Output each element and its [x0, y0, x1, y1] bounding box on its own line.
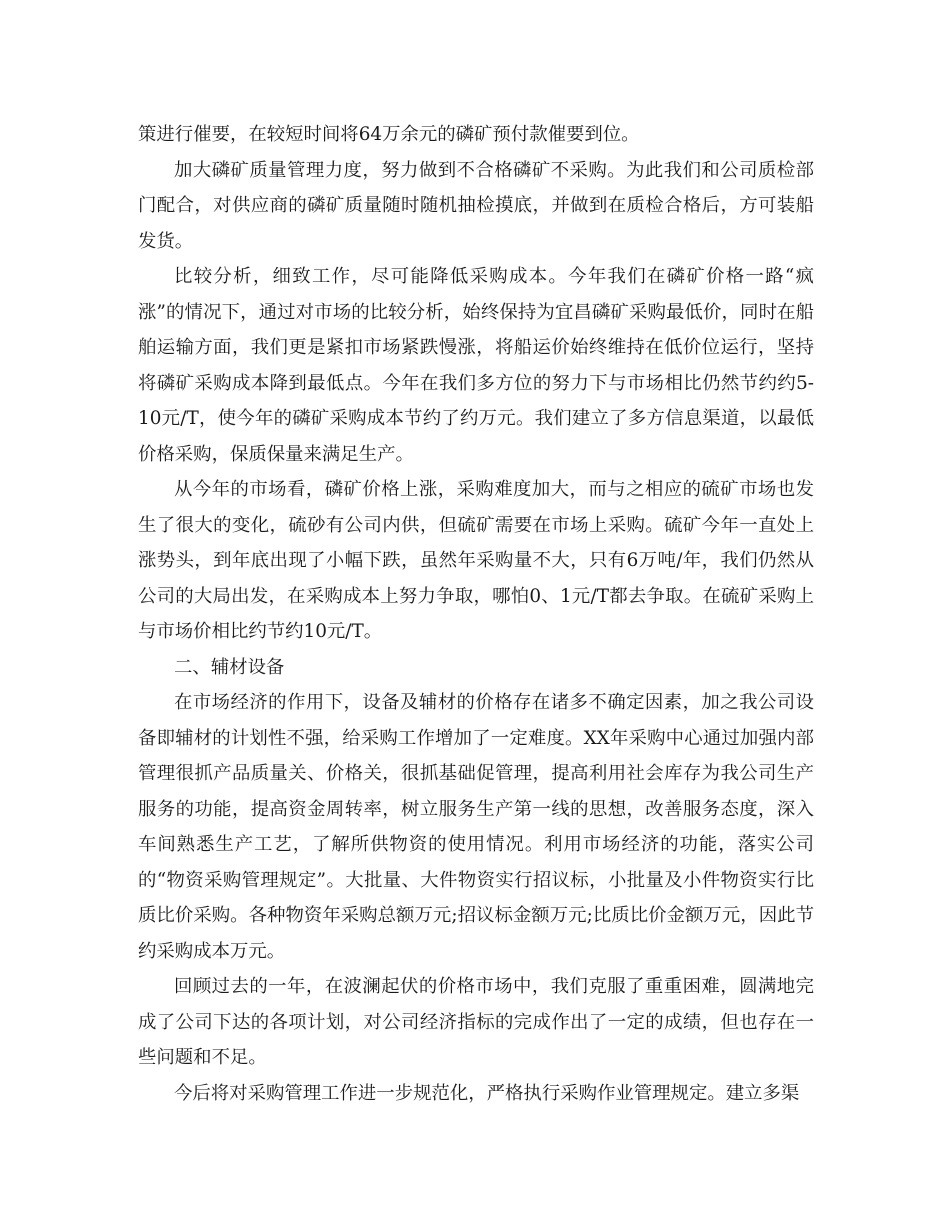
paragraph-year-review: 回顾过去的一年，在波澜起伏的价格市场中，我们克服了重重困难，圆满地完成了公司下达的各项计划，对公司经济指标的完成作出了一定的成绩，但也存在一些问题和不足。	[138, 976, 814, 1068]
section-heading-auxiliary-equipment: 二、辅材设备	[174, 656, 285, 678]
paragraph-cost-analysis: 比较分析，细致工作，尽可能降低采购成本。今年我们在磷矿价格一路“疯涨”的情况下，通过对市场的比较分析，始终保持为宜昌磷矿采购最低价，同时在船舶运输方面，我们更是紧扣市场紧跌慢涨，将船运价始终维持在低价位运行，坚持将磷矿采购成本降到最低点。今年在我们多方位的努力下与市场相比仍然节约约5-10元/T，使今年的磷矿采购成本节约了约万元。我们建立了多方信息渠道，以最低价格采购，保质保量来满足生产。	[138, 266, 814, 465]
paragraph-prepayment-continuation: 策进行催要，在较短时间将64万余元的磷矿预付款催要到位。	[138, 124, 640, 145]
paragraph-quality-control: 加大磷矿质量管理力度，努力做到不合格磷矿不采购。为此我们和公司质检部门配合，对供应商的磷矿质量随时随机抽检摸底，并做到在质检合格后，方可装船发货。	[138, 159, 814, 252]
paragraph-auxiliary-equipment: 在市场经济的作用下，设备及辅材的价格存在诸多不确定因素，加之我公司设备即辅材的计划性不强，给采购工作增加了一定难度。XX年采购中心通过加强内部管理很抓产品质量关、价格关，很抓基础促管理，提高利用社会库存为我公司生产服务的功能，提高资金周转率，树立服务生产第一线的思想，改善服务态度，深入车间熟悉生产工艺，了解所供物资的使用情况。利用市场经济的功能，落实公司的“物资采购管理规定”。大批量、大件物资实行招议标，小批量及小件物资实行比质比价采购。各种物资年采购总额万元;招议标金额万元;比质比价金额万元，因此节约采购成本万元。	[138, 692, 814, 962]
paragraph-sulfur-market: 从今年的市场看，磷矿价格上涨，采购难度加大，而与之相应的硫矿市场也发生了很大的变化，硫砂有公司内供，但硫矿需要在市场上采购。硫矿今年一直处上涨势头，到年底出现了小幅下跌，虽然年采购量不大，只有6万吨/年，我们仍然从公司的大局出发，在采购成本上努力争取，哪怕0、1元/T都去争取。在硫矿采购上与市场价相比约节约10元/T。	[138, 479, 814, 642]
paragraph-future-plans: 今后将对采购管理工作进一步规范化，严格执行采购作业管理规定。建立多渠	[174, 1082, 800, 1104]
document-page	[138, 117, 814, 1111]
